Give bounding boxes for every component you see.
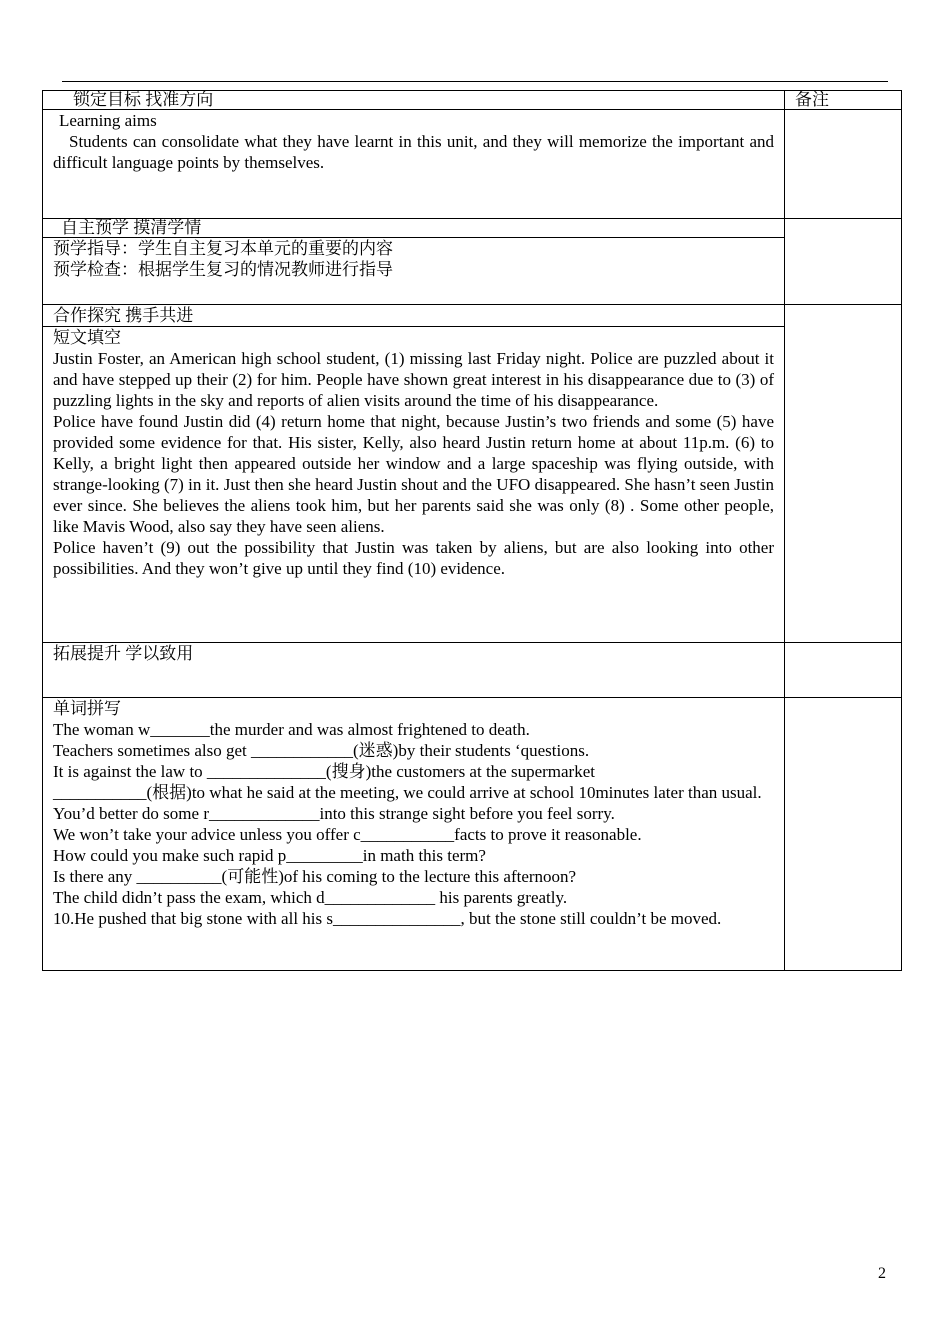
- remark-heading: 备注: [785, 91, 902, 110]
- spelling-item: How could you make such rapid p_________in math this term?: [53, 846, 486, 865]
- cloze-body: [43, 327, 785, 643]
- remark-cell-explore: [785, 305, 902, 643]
- aims-title: Learning aims: [59, 111, 157, 130]
- spelling-item: 10.He pushed that big stone with all his s_______________, but the stone still couldn’t be moved.: [53, 909, 722, 928]
- spelling-item: It is against the law to ______________(搜身)the customers at the supermarket: [53, 762, 595, 781]
- header-rule: [62, 81, 888, 82]
- preview-body: [43, 238, 785, 305]
- aims-text: Students can consolidate what they have learnt in this unit, and they will memorize the important and difficult language points by themselves.: [53, 132, 774, 172]
- section-heading-extend: [43, 643, 785, 698]
- spelling-item: ___________(根据)to what he said at the meeting, we could arrive at school 10minutes later than usual.: [53, 783, 762, 802]
- cloze-paragraph: Police have found Justin did (4) return home that night, because Justin’s two friends and some (5) have provided some evidence for that. His sister, Kelly, also heard Justin return home at about 11p.m. (6) to Kelly, a bright light then appeared outside her window and a large spaceship was flying outside, with strange-looking (7) in it. Just then she heard Justin shout and the UFO disappeared. She hasn’t seen Justin ever since. She believes the aliens took him, but her parents said she was only (8) . Some other people, like Mavis Wood, also say they have seen aliens.: [53, 412, 774, 536]
- spelling-item: Is there any __________(可能性)of his coming to the lecture this afternoon?: [53, 867, 577, 886]
- spelling-item: Teachers sometimes also get ____________(迷惑)by their students ‘questions.: [53, 741, 590, 760]
- lesson-table: [42, 90, 902, 971]
- spelling-subheading: 单词拼写: [53, 699, 121, 718]
- spelling-item: You’d better do some r_____________into this strange sight before you feel sorry.: [53, 804, 615, 823]
- extend-heading: 拓展提升 学以致用: [53, 644, 194, 663]
- cloze-paragraph: Justin Foster, an American high school student, (1) missing last Friday night. Police are puzzled about it and have stepped up their (2) for him. People have shown great interest in his disappearance due to (3) of puzzling lights in the sky and reports of alien visits around the time of his disappearance.: [53, 349, 774, 410]
- cloze-paragraph: Police haven’t (9) out the possibility that Justin was taken by aliens, but are also looking into other possibilities. And they won’t give up until they find (10) evidence.: [53, 538, 774, 578]
- remark-cell-extend: [785, 643, 902, 698]
- remark-cell-aims: [785, 110, 902, 219]
- page-number: 2: [878, 1265, 886, 1282]
- remark-cell-spelling: [785, 698, 902, 971]
- spelling-cell: [43, 698, 785, 971]
- section-heading-explore: 合作探究 携手共进: [43, 305, 785, 327]
- spelling-item: The woman w_______the murder and was almost frightened to death.: [53, 720, 530, 739]
- remark-cell-preview: [785, 219, 902, 305]
- aims-cell: [43, 110, 785, 219]
- section-heading-aims: 锁定目标 找准方向: [43, 91, 785, 110]
- cloze-subheading: 短文填空: [53, 328, 121, 347]
- preview-guide: 预学指导：学生自主复习本单元的重要的内容: [53, 239, 393, 258]
- preview-check: 预学检查：根据学生复习的情况教师进行指导: [53, 260, 393, 279]
- section-heading-preview: 自主预学 摸清学情: [43, 219, 785, 238]
- spelling-item: We won’t take your advice unless you offer c___________facts to prove it reasonable.: [53, 825, 642, 844]
- spelling-item: The child didn’t pass the exam, which d_____________ his parents greatly.: [53, 888, 568, 907]
